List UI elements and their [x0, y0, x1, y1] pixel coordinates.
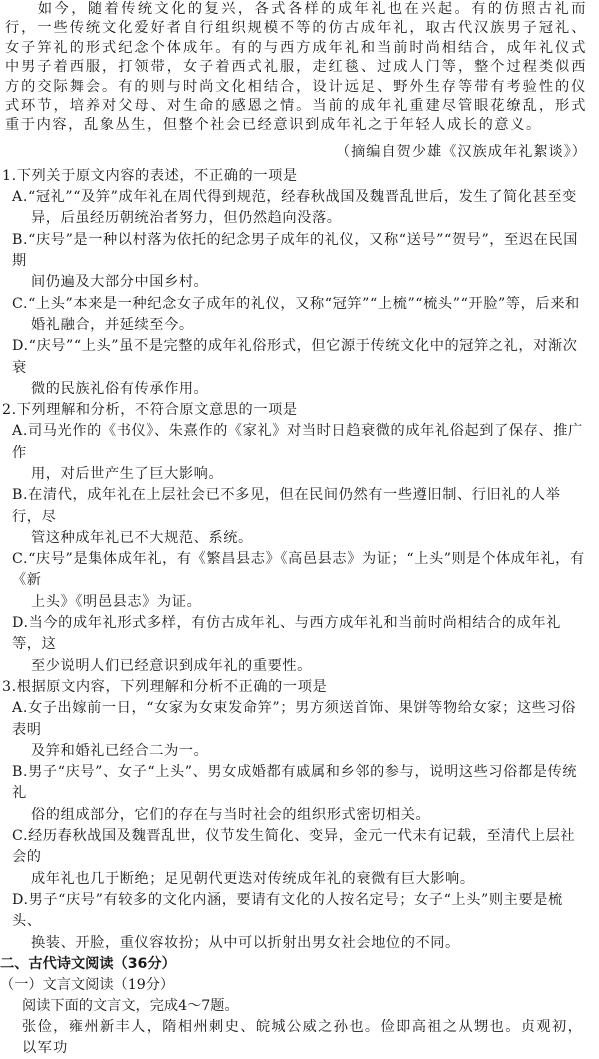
option-text: 司马光作的《书仪》、朱熹作的《家礼》对当时日趋衰微的成年礼俗起到了保存、推广作 — [12, 423, 583, 461]
option-text-cont: 上头》《明邑县志》为证。 — [31, 593, 202, 610]
option-a[interactable] — [0, 698, 587, 762]
question-1 — [0, 166, 587, 400]
passage-line: 如今，随着传统文化的复兴，各式各样的成年礼也在兴起。有的仿照古礼而行，一些传统 — [5, 1, 587, 37]
passage-paragraph — [0, 0, 587, 136]
option-a[interactable] — [0, 421, 587, 485]
option-text: “庆号”是集体成年礼，有《繁昌县志》《高邑县志》为证；“上头”则是个体成年礼，有《新 — [12, 551, 585, 589]
option-label: B. — [12, 231, 29, 248]
option-text-cont: 用，对后世产生了巨大影响。 — [31, 466, 224, 482]
option-text: 女子出嫁前一日，“女家为女束发命笄”；男方须送首饰、果饼等物给女家；这些习俗表明 — [12, 700, 577, 738]
option-b[interactable] — [0, 485, 587, 549]
option-text: “庆号”“上头”虽不是完整的成年礼俗形式，但它源于传统文化中的冠笄之礼，对渐次衰 — [12, 338, 578, 376]
option-text: “上头”本来是一种纪念女子成年的礼仪，又称“冠笄”“上梳”“梳头”“开脸”等，后来和 — [28, 295, 580, 312]
option-label: D. — [12, 615, 29, 632]
option-b[interactable] — [0, 230, 587, 294]
option-c[interactable] — [0, 826, 587, 890]
option-text-cont: 成年礼也几于断绝；足见朝代更迭对传统成年礼的衰微有巨大影响。 — [31, 870, 475, 887]
question-2 — [0, 400, 587, 677]
option-d[interactable] — [0, 613, 587, 677]
subsection-title: （一）文言文阅读（19分） — [0, 976, 175, 993]
option-text: 在清代，成年礼在上层社会已不多见，但在民间仍然有一些遵旧制、行旧礼的人举行，尽 — [12, 487, 561, 525]
question-stem: 3.根据原文内容，下列理解和分析不正确的一项是 — [2, 678, 328, 695]
option-a[interactable] — [0, 187, 587, 230]
option-b[interactable] — [0, 762, 587, 826]
passage-line: 的意义。 — [478, 117, 542, 134]
option-label: D. — [12, 891, 29, 908]
option-text-cont: 婚礼融合，并延续至今。 — [31, 316, 194, 333]
option-c[interactable] — [0, 294, 587, 337]
option-label: B. — [12, 764, 29, 781]
question-stem: 1.下列关于原文内容的表述，不正确的一项是 — [2, 167, 298, 184]
option-label: C. — [12, 828, 29, 845]
classical-passage-line: 张俭，雍州新丰人，隋相州刺史、皖城公威之孙也。俭即高祖之从甥也。贞观初，以军功 — [22, 1018, 584, 1056]
option-text-cont: 异，后虽经历朝统治者努力，但仍然趋向没落。 — [31, 210, 342, 227]
passage-line: 式礼服，走红毯、过成人门等，整个过程类似西方的交际舞会。有的则与时尚文化相结合，设 — [5, 59, 587, 95]
option-label: A. — [12, 189, 28, 206]
question-3 — [0, 677, 587, 954]
option-c[interactable] — [0, 549, 587, 613]
passage-line: 文化爱好者自行组织规模不等的仿古成年礼，取古代汉族男子冠礼、女子笄礼的形式纪念个 — [5, 20, 587, 56]
instruction-text: 阅读下面的文言文，完成4～7题。 — [22, 997, 239, 1014]
option-text: 男子“庆号”、女子“上头”、男女成婚都有戚属和乡邻的参与，说明这些习俗都是传统礼 — [12, 764, 578, 802]
option-text-cont: 间仍遍及大部分中国乡村。 — [31, 274, 209, 291]
question-stem: 2.下列理解和分析，不符合原文意思的一项是 — [2, 402, 298, 419]
passage-source: （摘编自贺少雄《汉族成年礼絮谈》） — [335, 143, 587, 160]
option-label: B. — [12, 487, 29, 504]
option-label: C. — [12, 295, 29, 312]
passage-line: 重建尽管眼花缭乱，形式重于内容，乱象丛生，但整个社会已经意识到成年礼之于年轻人成长 — [5, 98, 587, 134]
option-text: 当今的成年礼形式多样，有仿古成年礼、与西方成年礼和当前时尚相结合的成年礼等，这 — [12, 615, 561, 653]
reading-passage — [0, 0, 587, 162]
option-text: “冠礼”“及笄”成年礼在周代得到规范，经春秋战国及魏晋乱世后，发生了简化甚至变 — [27, 189, 577, 206]
passage-line: 体成年。有的与西方成年礼和当前时尚相结合，成年礼仪式中男子着西服，打领带，女子着西 — [5, 39, 587, 76]
option-d[interactable] — [0, 336, 587, 400]
option-text-cont: 及笄和婚礼已经合二为一。 — [31, 742, 209, 759]
option-text-cont: 管这种成年礼已不大规范、系统。 — [31, 529, 253, 546]
option-text: 经历春秋战国及魏晋乱世，仪节发生简化、变异，金元一代未有记载，至清代上层社会的 — [12, 828, 576, 866]
section-two — [0, 954, 587, 1059]
option-label: A. — [12, 423, 28, 440]
option-text: “庆号”是一种以村落为依托的纪念男子成年的礼仪，又称“送号”“贺号”，至迟在民国期 — [12, 231, 579, 270]
option-text-cont: 换装、开脸，重仪容妆扮；从中可以折射出男女社会地位的不同。 — [31, 934, 460, 951]
option-label: A. — [12, 700, 28, 717]
passage-line: 计远足、野外生存等带有考验性的仪式环节，培养对父母、对生命的感恩之情。当前的成年礼 — [5, 78, 587, 115]
option-text-cont: 微的民族礼俗有传承作用。 — [31, 380, 209, 397]
option-text-cont: 俗的组成部分，它们的存在与当时社会的组织形式密切相关。 — [31, 806, 431, 823]
option-text: 男子“庆号”有较多的文化内涵，要请有文化的人按名定号；女子“上头”则主要是梳头、 — [12, 891, 563, 930]
option-d[interactable] — [0, 890, 587, 954]
option-label: C. — [12, 551, 29, 568]
option-text-cont: 至少说明人们已经意识到成年礼的重要性。 — [31, 657, 312, 674]
option-label: D. — [12, 338, 29, 355]
section-title: 二、古代诗文阅读（36分） — [0, 955, 176, 972]
